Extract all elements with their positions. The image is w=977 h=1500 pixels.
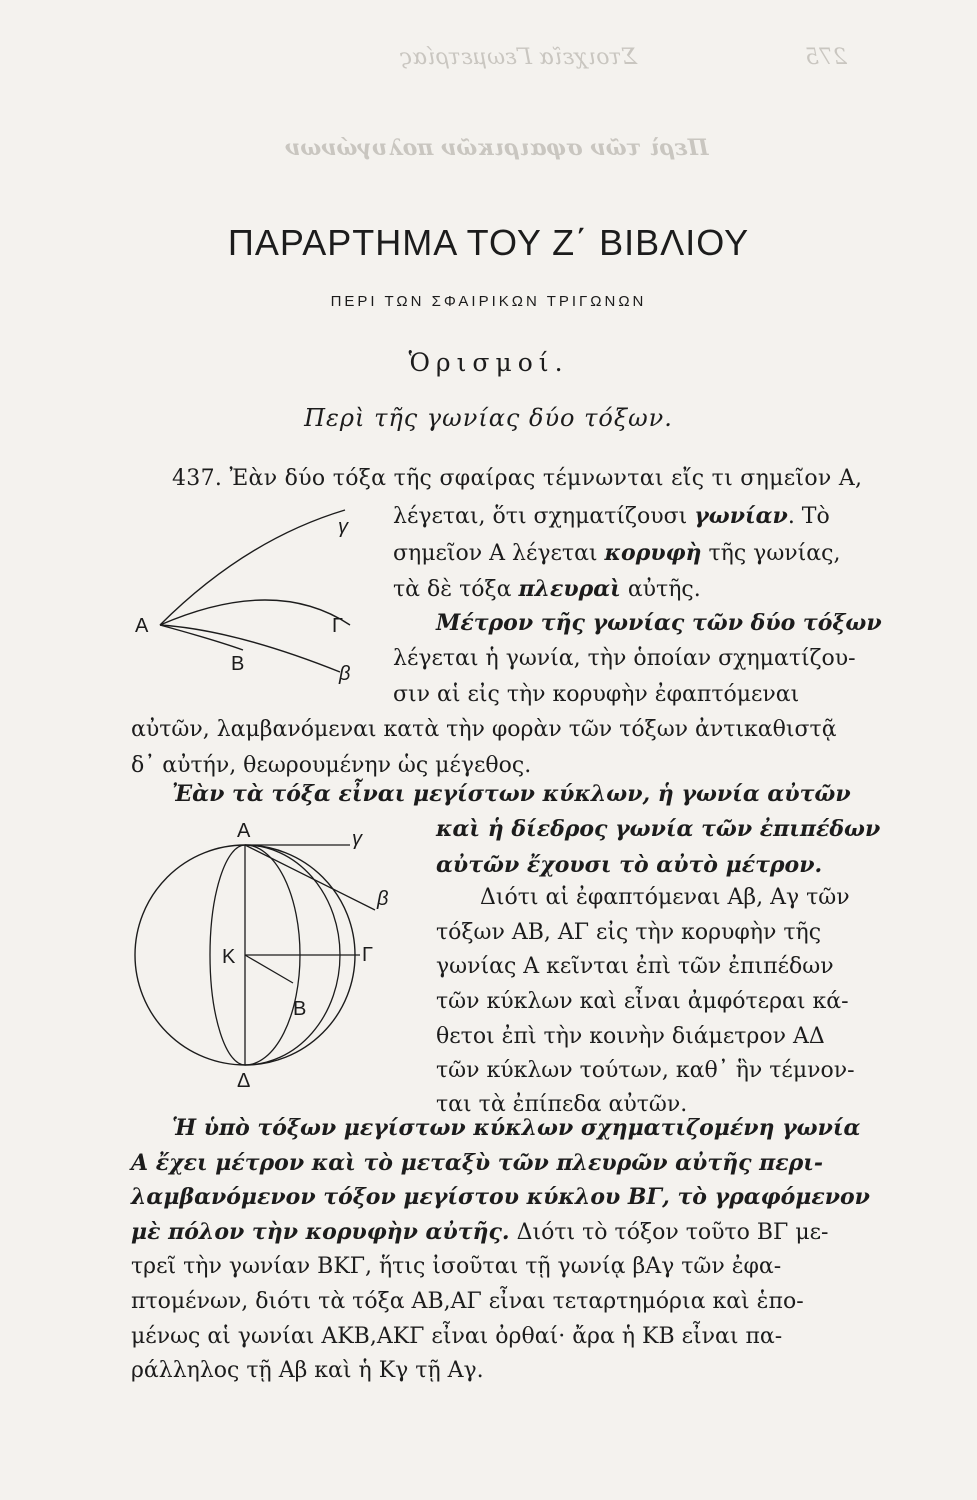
sphere-figure (110, 815, 410, 1090)
appendix-subtitle: ΠΕΡΙ ΤΩΝ ΣΦΑΙΡΙΚΩΝ ΤΡΙΓΩΝΩΝ (330, 293, 647, 310)
para437-line9: δ᾽ αὐτήν, θεωρουμένην ὡς μέγεθος. (131, 753, 532, 778)
term-angle: γωνίαν (694, 503, 788, 529)
para437-line4: τὰ δὲ τόξα πλευραὶ αὐτῆς. (393, 576, 701, 602)
figure2-label-D: Δ (237, 1070, 251, 1090)
theorem1-proof4: τῶν κύκλων καὶ εἶναι ἀμφότεραι κά- (436, 989, 849, 1014)
theorem1-proof7: ται τὰ ἐπίπεδα αὐτῶν. (436, 1092, 688, 1117)
theorem2-line8: ράλληλος τῇ Αβ καὶ ἡ Κγ τῇ Αγ. (131, 1358, 484, 1383)
bleed-through-heading: Περὶ τῶν σφαιρικῶν πολυγώνων (285, 135, 709, 161)
figure1-label-gamma: γ (338, 516, 348, 538)
para437-line8: αὐτῶν, λαμβανόμεναι κατὰ τὴν φορὰν τῶν τόξων ἀντικαθιστᾷ (131, 717, 837, 742)
theorem1-proof2: τόξων ΑΒ, ΑΓ εἰς τὴν κορυφὴν τῆς (436, 920, 822, 945)
appendix-title: ΠΑΡΑΡΤΗΜΑ ΤΟΥ Ζ΄ ΒΙΒΛΙΟΥ (227, 222, 750, 263)
theorem1-line1: Ἐὰν τὰ τόξα εἶναι μεγίστων κύκλων, ἡ γωνία αὐτῶν (172, 781, 851, 807)
figure2-label-K: Κ (222, 946, 236, 968)
bleed-through-page-number: 275 (805, 45, 847, 70)
term-vertex: κορυφὴ (604, 540, 702, 566)
theorem1-line2: καὶ ἡ δίεδρος γωνία τῶν ἐπιπέδων (436, 816, 881, 842)
para437-line6: λέγεται ἡ γωνία, τὴν ὁποίαν σχηματίζου- (393, 646, 856, 671)
para437-line1: 437. Ἐὰν δύο τόξα τῆς σφαίρας τέμνωνται εἴς τι σημεῖον Α, (172, 466, 863, 491)
angle-figure (125, 500, 390, 690)
para437-line3: σημεῖον Α λέγεται κορυφὴ τῆς γωνίας, (393, 540, 841, 566)
theorem1-proof5: θετοι ἐπὶ τὴν κοινὴν διάμετρον ΑΔ (436, 1024, 825, 1049)
theorem2-line5: τρεῖ τὴν γωνίαν ΒΚΓ, ἥτις ἰσοῦται τῇ γωνίᾳ βΑγ τῶν ἐφα- (131, 1254, 782, 1279)
theorem1-proof6: τῶν κύκλων τούτων, καθ᾽ ἣν τέμνον- (436, 1058, 855, 1083)
theorem2-line2: Α ἔχει μέτρον καὶ τὸ μεταξὺ τῶν πλευρῶν αὐτῆς περι- (131, 1150, 824, 1176)
theorem1-line3: αὐτῶν ἔχουσι τὸ αὐτὸ μέτρον. (436, 852, 823, 878)
theorem2-line7: μένως αἱ γωνίαι ΑΚΒ,ΑΚΓ εἶναι ὀρθαί· ἄρα ἡ ΚΒ εἶναι πα- (131, 1324, 783, 1349)
figure2-label-gamma: γ (352, 828, 362, 850)
definitions-heading: Ὁρισμοί. (408, 348, 569, 377)
figure1-label-A: Α (135, 615, 149, 637)
figure2-label-beta: β (377, 888, 389, 910)
para437-line5: Μέτρον τῆς γωνίας τῶν δύο τόξων (436, 610, 882, 636)
figure2-label-G: Γ (362, 944, 374, 966)
theorem1-proof3: γωνίας Α κεῖνται ἐπὶ τῶν ἐπιπέδων (436, 954, 834, 979)
figure2-label-B: Β (293, 998, 307, 1020)
bleed-through-header: Στοιχεῖα Γεωμετρίας (400, 45, 638, 70)
theorem2-line3: λαμβανόμενον τόξον μεγίστου κύκλου ΒΓ, τὸ γραφόμενον (131, 1184, 870, 1210)
figure1-label-B: Β (231, 653, 245, 675)
theorem1-proof1: Διότι αἱ ἐφαπτόμεναι Αβ, Αγ τῶν (480, 885, 850, 910)
figure2-label-A: Α (237, 820, 251, 842)
figure1-label-G: Γ (332, 615, 344, 637)
theorem2-line1: Ἡ ὑπὸ τόξων μεγίστων κύκλων σχηματιζομένη γωνία (172, 1115, 861, 1141)
section-heading: Περὶ τῆς γωνίας δύο τόξων. (304, 404, 673, 432)
term-sides: πλευραὶ (518, 576, 621, 602)
theorem2-line6: πτομένων, διότι τὰ τόξα ΑΒ,ΑΓ εἶναι τεταρτημόρια καὶ ἑπο- (131, 1289, 804, 1314)
theorem2-line4: μὲ πόλον τὴν κορυφὴν αὐτῆς. Διότι τὸ τόξον τοῦτο ΒΓ με- (131, 1219, 829, 1245)
para437-line2: λέγεται, ὅτι σχηματίζουσι γωνίαν. Τὸ (393, 503, 830, 529)
para437-line7: σιν αἱ εἰς τὴν κορυφὴν ἐφαπτόμεναι (393, 682, 800, 707)
figure1-label-beta: β (339, 663, 351, 685)
